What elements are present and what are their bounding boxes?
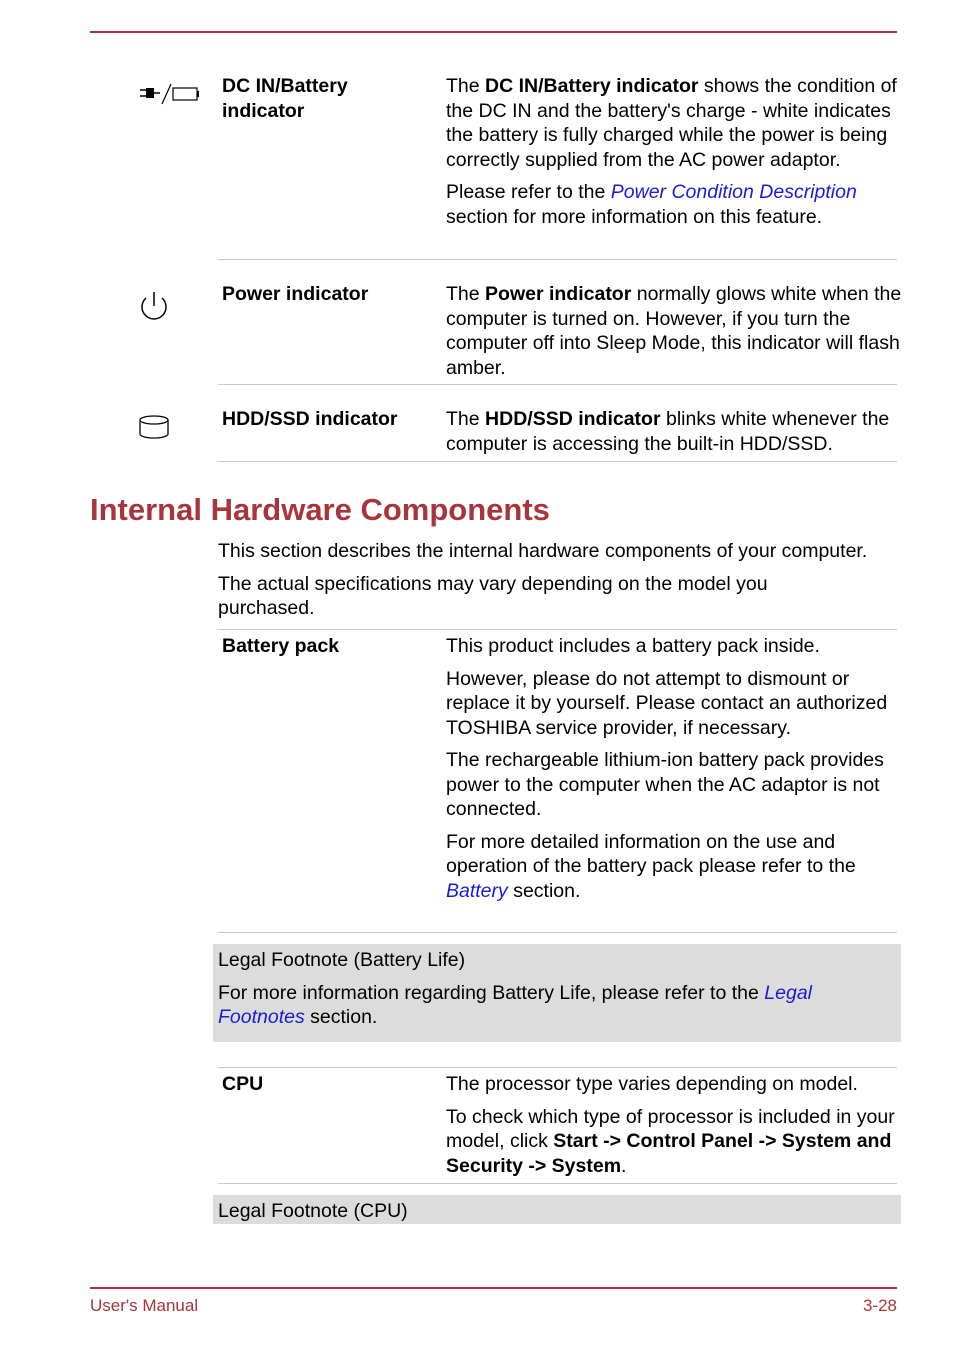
desc-dc-in-battery: The DC IN/Battery indicator shows the condition of the DC IN and the battery's charge - white indicates the battery is fully charged while the power is being correctly supplied from the AC power adaptor. Please refer to the Power Condition Description section for more information on this feature. xyxy=(446,75,897,228)
row-divider xyxy=(218,384,897,385)
term-hdd-ssd: HDD/SSD indicator xyxy=(222,408,398,430)
footer-page-number: 3-28 xyxy=(862,1296,897,1315)
header-rule xyxy=(90,31,897,33)
note-body: For more information regarding Battery Life, please refer to the Legal Footnotes section. xyxy=(218,981,812,1028)
row-divider xyxy=(218,932,897,933)
battery-link[interactable]: Battery xyxy=(446,879,508,902)
section-title: Internal Hardware Components xyxy=(90,492,550,527)
intro-paragraph: This section describes the internal hardware components of your computer. xyxy=(218,540,868,562)
term-cpu: CPU xyxy=(222,1073,264,1095)
desc-power: The Power indicator normally glows white when the computer is turned on. However, if you turn the computer off into Sleep Mode, this indicator will flash amber. xyxy=(446,283,902,379)
row-divider xyxy=(218,1067,897,1068)
row-divider xyxy=(218,461,897,462)
desc-battery-pack: This product includes a battery pack inside. However, please do not attempt to dismount or replace it by yourself. Please contact an authorized TOSHIBA service provider, if necessary. The rechargeable lithium-ion battery pack provides power to the computer when the AC adaptor is not connected. For more detailed information on the use and operation of the battery pack please refer to the Battery section. xyxy=(446,635,888,902)
power-condition-link[interactable]: Power Condition Description xyxy=(610,181,857,203)
dc-in-battery-icon xyxy=(138,80,208,114)
hdd-ssd-icon xyxy=(138,413,208,447)
power-icon xyxy=(138,288,208,322)
note-title: Legal Footnote (Battery Life) xyxy=(218,949,466,971)
term-power: Power indicator xyxy=(222,283,369,305)
row-divider xyxy=(218,259,897,260)
term-dc-in-battery: DC IN/Battery indicator xyxy=(222,75,348,122)
note-title: Legal Footnote (CPU) xyxy=(218,1200,408,1222)
section-intro xyxy=(218,539,908,629)
term-battery-pack: Battery pack xyxy=(222,635,340,657)
legal-footnote-cpu xyxy=(213,1195,901,1224)
legal-footnote-battery xyxy=(213,944,901,1042)
footer-manual-title: User's Manual xyxy=(90,1296,199,1315)
desc-cpu: The processor type varies depending on model. To check which type of processor is included in your model, click Start -> Control Panel -> System and Security -> System. xyxy=(446,1073,895,1177)
legal-footnotes-link[interactable]: Legal Footnotes xyxy=(218,981,812,1028)
desc-hdd-ssd: The HDD/SSD indicator blinks white whenever the computer is accessing the built-in HDD/SSD. xyxy=(446,408,890,455)
row-divider xyxy=(218,629,897,630)
footer-rule xyxy=(90,1287,897,1289)
row-divider xyxy=(218,1183,897,1184)
intro-paragraph: The actual specifications may vary depending on the model you purchased. xyxy=(218,572,768,619)
